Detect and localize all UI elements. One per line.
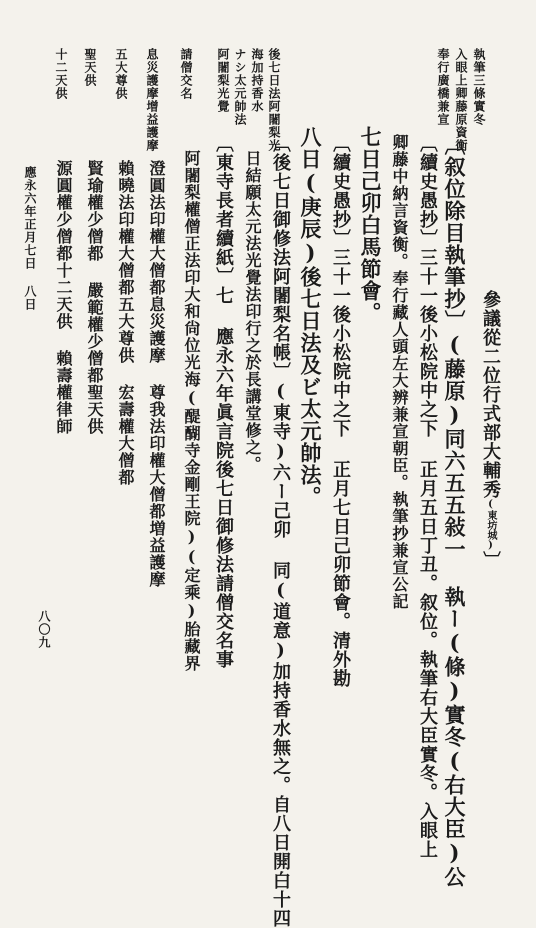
footer-date: 應永六年正月七日 八日 bbox=[23, 166, 37, 311]
upper-note-8: 請僧交名 bbox=[179, 48, 193, 100]
title-text: 參議從二位行式部大輔秀 bbox=[480, 290, 501, 499]
upper-note-7: 阿闍梨光覺 bbox=[216, 48, 230, 113]
upper-note-10: 五大尊供 bbox=[114, 48, 128, 100]
upper-note-2: 入眼上卿藤原資衡 bbox=[454, 48, 468, 152]
main-column-13: 賢瑜權少僧都 嚴範權少僧都聖天供 bbox=[85, 160, 104, 435]
title-note: (東坊城) bbox=[485, 499, 496, 551]
document-title bbox=[481, 290, 499, 570]
main-column-10: 阿闍梨權僧正法印大和尙位光海(醍醐寺金剛王院)(定乘)胎藏界 bbox=[182, 150, 201, 672]
main-column-1: 〔叙位除目執筆抄〕(藤原)同六五五敍一 執ー(條)實冬(右大臣)公 bbox=[442, 134, 467, 888]
main-column-5: 〔續史愚抄〕三十一後小松院中之下 正月七日己卯節會。清外勘 bbox=[330, 134, 351, 688]
upper-note-6: ナシ太元帥法 bbox=[233, 48, 247, 126]
upper-note-11: 聖天供 bbox=[83, 48, 97, 87]
page-number: 八〇九 bbox=[37, 610, 51, 649]
main-column-7: 〔後七日御修法阿闍梨名帳〕(東寺)六ー己卯 同(道意)加持香水無之。自八日開白十四 bbox=[270, 134, 291, 928]
main-column-11: 澄圓法印權大僧都息災護摩 尊我法印權大僧都増益護摩 bbox=[147, 160, 166, 588]
upper-note-5: 海加持香水 bbox=[250, 48, 264, 113]
main-column-9: 〔東寺長者續紙〕七 應永六年眞言院後七日御修法請僧交名事 bbox=[213, 134, 234, 669]
main-column-8: 日結願太元法光覺法印行之於長講堂修之。 bbox=[243, 150, 262, 473]
main-column-2: 〔續史愚抄〕三十一後小松院中之下 正月五日丁丑。叙位。執筆右大臣實冬。入眼上 bbox=[417, 134, 438, 859]
title-end: 〕 bbox=[480, 551, 501, 570]
main-column-14: 源圓權少僧都十二天供 賴壽權律師 bbox=[54, 160, 73, 435]
main-column-6: 八日(庚辰)後七日法及ビ太元帥法。 bbox=[298, 126, 323, 508]
main-column-3: 卿藤中納言資衡。奉行藏人頭左大辨兼宣朝臣。執筆抄兼宣公記 bbox=[390, 134, 409, 610]
upper-note-3: 奉行廣橋兼宣 bbox=[436, 48, 450, 126]
main-column-12: 賴曉法印權大僧都五大尊供 宏壽權大僧都 bbox=[116, 160, 135, 486]
upper-note-1: 執筆三條實冬 bbox=[472, 48, 486, 126]
upper-note-4: 後七日法阿闍梨光 bbox=[267, 48, 281, 152]
upper-note-9: 息災護摩增益護摩 bbox=[145, 48, 159, 152]
main-column-4: 七日己卯白馬節會。 bbox=[358, 126, 383, 324]
upper-note-12: 十二天供 bbox=[54, 48, 68, 100]
